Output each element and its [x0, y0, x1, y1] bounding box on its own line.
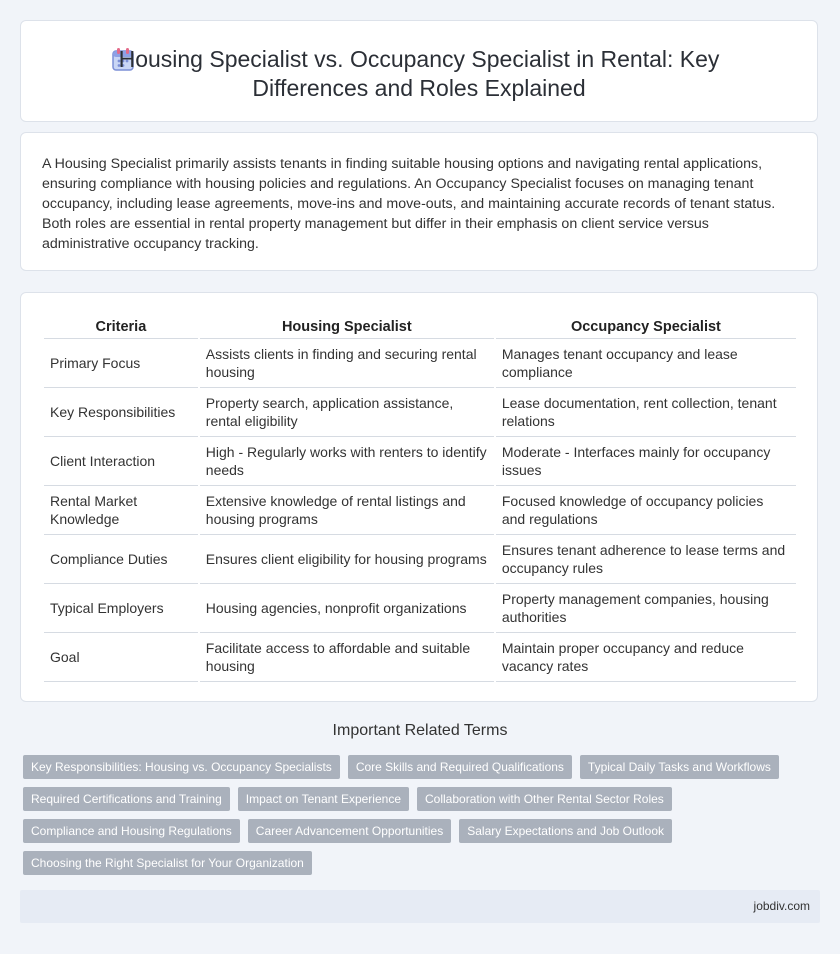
related-term-tag[interactable]: Typical Daily Tasks and Workflows [580, 755, 779, 779]
table-row [44, 437, 796, 486]
housing-cell: Extensive knowledge of rental listings and housing programs [200, 486, 494, 535]
table-row [44, 388, 796, 437]
table-row [44, 535, 796, 584]
related-terms-heading: Important Related Terms [332, 722, 508, 739]
table-row [44, 339, 796, 388]
table-row [44, 584, 796, 633]
occupancy-cell: Focused knowledge of occupancy policies and regulations [496, 486, 796, 535]
related-term-tag[interactable]: Collaboration with Other Rental Sector Roles [417, 787, 672, 811]
related-term-tag[interactable]: Required Certifications and Training [23, 787, 230, 811]
criteria-cell: Compliance Duties [44, 535, 198, 584]
occupancy-cell: Property management companies, housing authorities [496, 584, 796, 633]
housing-cell: Assists clients in finding and securing rental housing [200, 339, 494, 388]
housing-cell: Ensures client eligibility for housing programs [200, 535, 494, 584]
occupancy-cell: Moderate - Interfaces mainly for occupancy issues [496, 437, 796, 486]
title-card [20, 20, 818, 122]
related-term-tag[interactable]: Key Responsibilities: Housing vs. Occupancy Specialists [23, 755, 340, 779]
comparison-card [20, 292, 818, 702]
criteria-cell: Primary Focus [44, 339, 198, 388]
header-criteria: Criteria [44, 313, 198, 339]
housing-cell: Facilitate access to affordable and suitable housing [200, 633, 494, 682]
page-title-line-2: Differences and Roles Explained [252, 75, 586, 101]
related-term-tag[interactable]: Impact on Tenant Experience [238, 787, 409, 811]
criteria-cell: Typical Employers [44, 584, 198, 633]
housing-cell: High - Regularly works with renters to identify needs [200, 437, 494, 486]
page-title [21, 45, 817, 103]
table-header-row [44, 313, 796, 339]
occupancy-cell: Manages tenant occupancy and lease compliance [496, 339, 796, 388]
table-row [44, 633, 796, 682]
related-term-tag[interactable]: Career Advancement Opportunities [248, 819, 451, 843]
related-term-tag[interactable]: Compliance and Housing Regulations [23, 819, 240, 843]
intro-card [20, 132, 818, 271]
page-title-line-1: Housing Specialist vs. Occupancy Specialist in Rental: Key [118, 46, 720, 72]
occupancy-cell: Lease documentation, rent collection, tenant relations [496, 388, 796, 437]
housing-cell: Housing agencies, nonprofit organizations [200, 584, 494, 633]
criteria-cell: Key Responsibilities [44, 388, 198, 437]
table-row [44, 486, 796, 535]
criteria-cell: Client Interaction [44, 437, 198, 486]
criteria-cell: Goal [44, 633, 198, 682]
related-term-tag[interactable]: Salary Expectations and Job Outlook [459, 819, 672, 843]
housing-cell: Property search, application assistance, rental eligibility [200, 388, 494, 437]
footer-site-link[interactable]: jobdiv.com [753, 899, 810, 913]
intro-paragraph: A Housing Specialist primarily assists tenants in finding suitable housing options and navigating rental applications, ensuring compliance with housing policies and regulations. An Occupancy Specialist focuses on managing tenant occupancy, including lease agreements, move-ins and move-outs, and maintaining accurate records of tenant status. Both roles are essential in rental property management but differ in their emphasis on client service versus administrative occupancy tracking. [42, 156, 776, 252]
criteria-cell: Rental Market Knowledge [44, 486, 198, 535]
header-housing-specialist: Housing Specialist [200, 313, 494, 339]
related-term-tag[interactable]: Choosing the Right Specialist for Your Organization [23, 851, 312, 875]
comparison-table [42, 313, 798, 682]
occupancy-cell: Ensures tenant adherence to lease terms and occupancy rules [496, 535, 796, 584]
header-occupancy-specialist: Occupancy Specialist [496, 313, 796, 339]
occupancy-cell: Maintain proper occupancy and reduce vacancy rates [496, 633, 796, 682]
related-terms-list [23, 755, 783, 875]
footer-bar [20, 890, 820, 923]
related-term-tag[interactable]: Core Skills and Required Qualifications [348, 755, 572, 779]
